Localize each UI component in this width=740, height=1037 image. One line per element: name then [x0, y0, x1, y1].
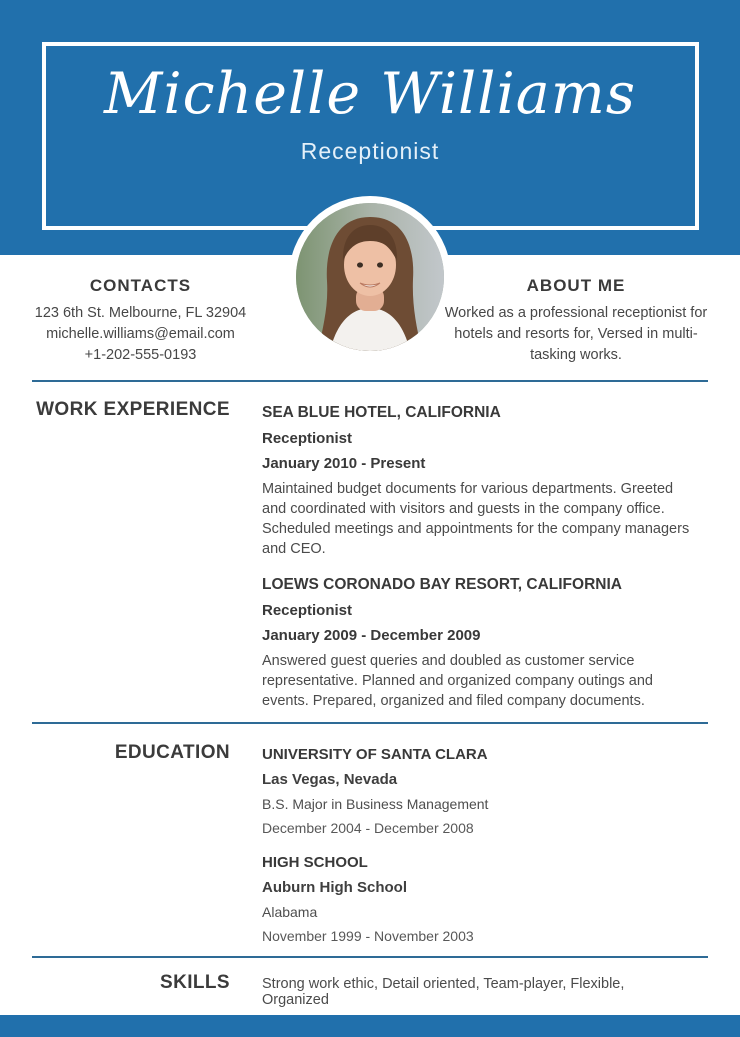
work-experience-content: [262, 399, 694, 722]
job-entry: [262, 571, 694, 711]
skills-heading: SKILLS: [160, 972, 230, 993]
job-description: Answered guest queries and doubled as customer service representative. Planned and organized company outings and events. Prepared, organized and filed company documents.: [262, 653, 653, 709]
education-degree: Alabama: [262, 904, 318, 920]
job-description: Maintained budget documents for various departments. Greeted and coordinated with visitors and guests in the company office. Scheduled meetings and appointments for the company managers and CEO.: [262, 481, 690, 557]
skills-content: [262, 976, 694, 1008]
footer-bar: [0, 1015, 740, 1037]
education-period: December 2004 - December 2008: [262, 820, 474, 836]
profile-photo: [289, 196, 451, 358]
job-role: Receptionist: [262, 602, 353, 619]
education-entry: [262, 742, 694, 840]
contacts-heading: CONTACTS: [89, 276, 192, 295]
about-me-section: [440, 276, 712, 380]
education-entry: [262, 850, 694, 948]
education-period: November 1999 - November 2003: [262, 928, 474, 944]
education-content: [262, 742, 694, 956]
about-me-heading: ABOUT ME: [526, 276, 626, 295]
portrait-illustration: [296, 203, 444, 351]
education-institution: UNIVERSITY OF SANTA CLARA: [262, 746, 488, 763]
education-section: [0, 724, 740, 956]
contacts-section: [8, 276, 273, 380]
contact-email: michelle.williams@email.com: [46, 326, 235, 342]
contact-address: 123 6th St. Melbourne, FL 32904: [34, 305, 247, 321]
about-me-text: Worked as a professional receptionist for hotels and resorts for, Versed in multi-tasking works.: [444, 305, 708, 363]
work-experience-heading: WORK EXPERIENCE: [36, 399, 230, 420]
job-entry: [262, 399, 694, 559]
job-period: January 2010 - Present: [262, 455, 426, 472]
contact-phone: +1-202-555-0193: [84, 347, 197, 363]
job-role: Receptionist: [262, 430, 353, 447]
job-company: SEA BLUE HOTEL, CALIFORNIA: [262, 404, 501, 421]
work-experience-section: [0, 382, 740, 722]
education-location: Auburn High School: [262, 879, 407, 896]
education-location: Las Vegas, Nevada: [262, 771, 398, 788]
job-period: January 2009 - December 2009: [262, 627, 481, 644]
person-name: Michelle Williams: [103, 61, 637, 127]
job-company: LOEWS CORONADO BAY RESORT, CALIFORNIA: [262, 576, 622, 593]
education-institution: HIGH SCHOOL: [262, 854, 368, 871]
education-degree: B.S. Major in Business Management: [262, 796, 489, 812]
skills-list: Strong work ethic, Detail oriented, Team-player, Flexible, Organized: [262, 976, 625, 1008]
education-heading: EDUCATION: [114, 742, 230, 763]
person-job-title: Receptionist: [300, 138, 440, 164]
skills-section: [0, 958, 740, 1015]
